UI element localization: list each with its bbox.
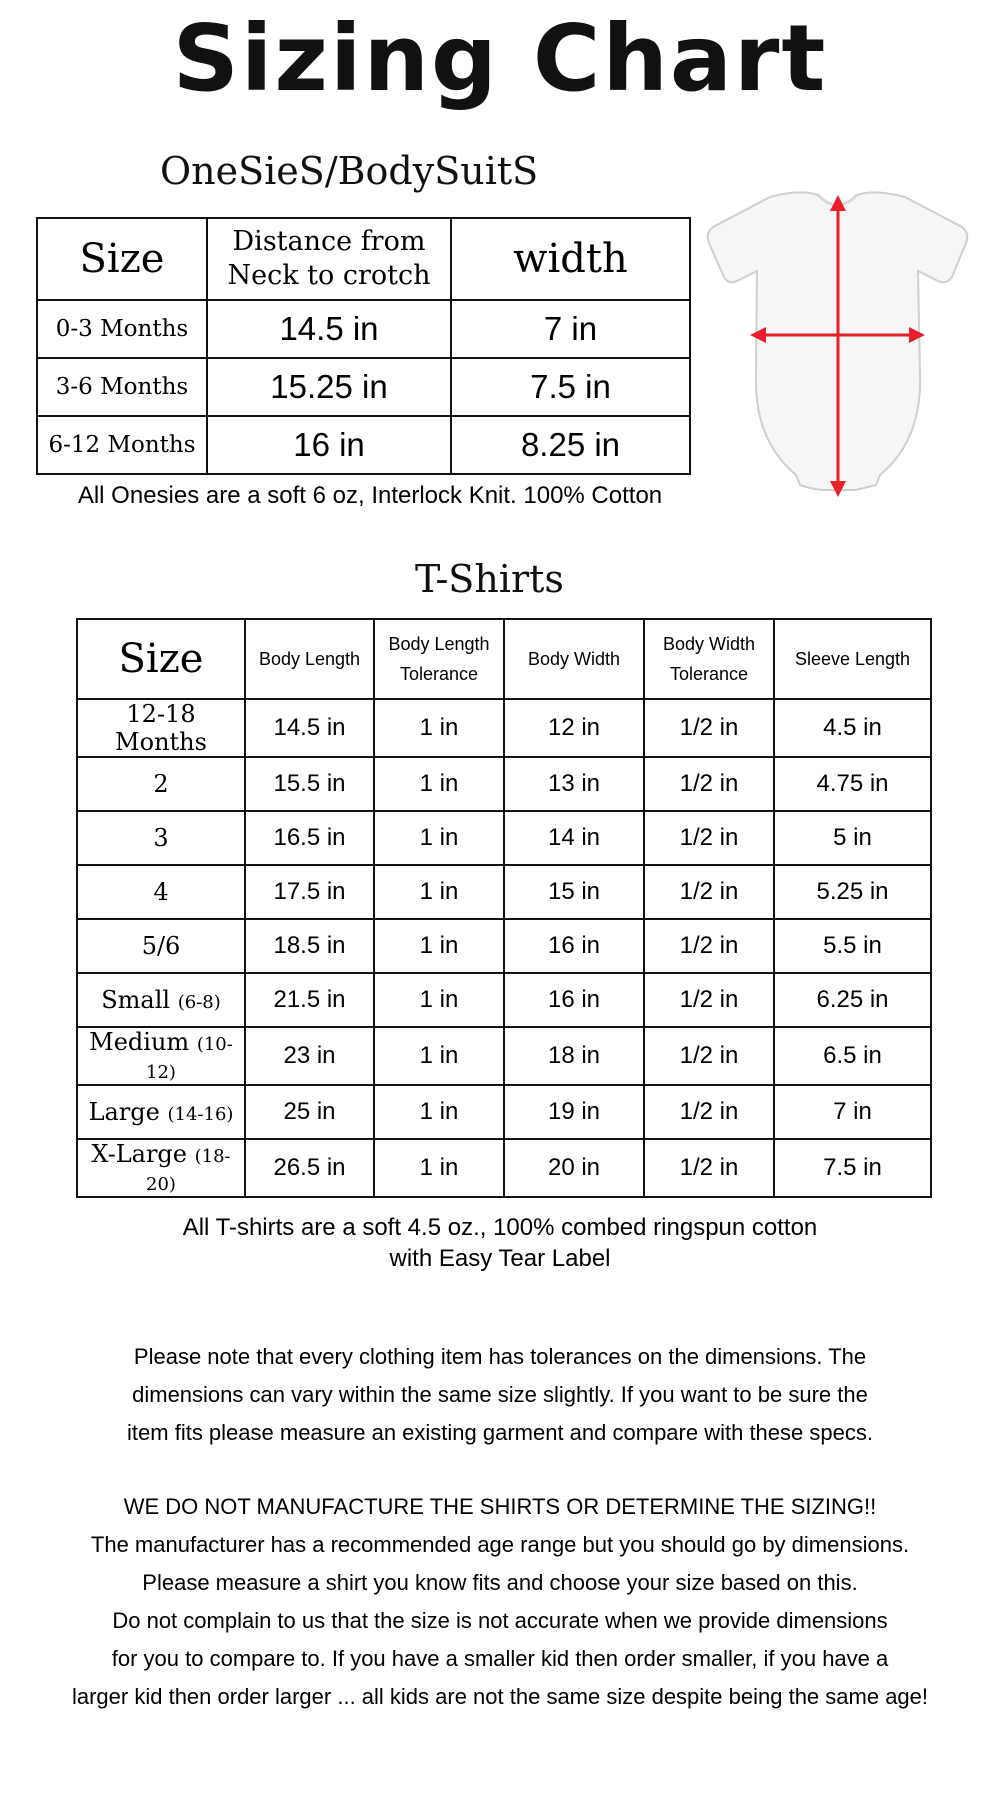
body-width-cell: 12 in <box>504 699 644 757</box>
size-cell <box>77 865 245 919</box>
table-row <box>77 1139 931 1197</box>
sleeve-length-cell: 5.25 in <box>774 865 931 919</box>
body-length-cell: 23 in <box>245 1027 374 1085</box>
body-length-cell: 14.5 in <box>245 699 374 757</box>
size-label: Small <box>101 986 171 1014</box>
onesies-fabric-note: All Onesies are a soft 6 oz, Interlock Knit. 100% Cotton <box>77 482 663 509</box>
size-cell <box>77 1085 245 1139</box>
width-cell: 7.5 in <box>451 358 690 416</box>
table-row <box>77 757 931 811</box>
table-row <box>37 416 690 474</box>
body-length-cell: 16.5 in <box>245 811 374 865</box>
tshirts-fabric-note <box>0 1212 1000 1274</box>
size-label: Large <box>88 1098 160 1126</box>
body-width-cell: 16 in <box>504 919 644 973</box>
body-length-cell: 21.5 in <box>245 973 374 1027</box>
size-label: 2 <box>153 770 169 798</box>
table-row <box>77 811 931 865</box>
warning-note-line: Do not complain to us that the size is not accurate when we provide dimensions <box>112 1608 888 1633</box>
body-length-tolerance-cell: 1 in <box>374 757 504 811</box>
sleeve-length-cell: 7 in <box>774 1085 931 1139</box>
length-cell: 15.25 in <box>207 358 451 416</box>
table-row <box>77 1027 931 1085</box>
size-cell: 3-6 Months <box>37 358 207 416</box>
body-length-cell: 25 in <box>245 1085 374 1139</box>
length-header-line-1: Distance from <box>232 226 426 257</box>
length-cell: 14.5 in <box>207 300 451 358</box>
table-row <box>37 358 690 416</box>
size-age-range: (10-12) <box>146 1034 233 1083</box>
body-width-cell: 16 in <box>504 973 644 1027</box>
size-label: Medium <box>89 1028 190 1056</box>
body-length-tolerance-cell: 1 in <box>374 699 504 757</box>
body-width-tolerance-cell: 1/2 in <box>644 919 774 973</box>
warning-note-line: WE DO NOT MANUFACTURE THE SHIRTS OR DETERMINE THE SIZING!! <box>123 1494 877 1519</box>
sleeve-length-column-header: Sleeve Length <box>774 619 931 699</box>
table-header-row <box>77 619 931 699</box>
body-width-column-header: Body Width <box>504 619 644 699</box>
size-age-range: (6-8) <box>177 992 221 1013</box>
body-width-tolerance-cell: 1/2 in <box>644 973 774 1027</box>
size-label: 3 <box>153 824 169 852</box>
table-row <box>77 699 931 757</box>
body-width-tolerance-cell: 1/2 in <box>644 699 774 757</box>
tolerance-note-line: Please note that every clothing item has tolerances on the dimensions. The <box>133 1344 867 1369</box>
size-label: 12-18 Months <box>115 700 207 756</box>
warning-note-line: Please measure a shirt you know fits and choose your size based on this. <box>142 1570 858 1595</box>
body-width-tolerance-cell: 1/2 in <box>644 1027 774 1085</box>
tshirts-table-body <box>77 699 931 1197</box>
size-label: X-Large <box>91 1140 187 1168</box>
body-width-cell: 19 in <box>504 1085 644 1139</box>
body-length-tolerance-cell: 1 in <box>374 865 504 919</box>
size-cell <box>77 973 245 1027</box>
header-line-1: Body Length <box>388 634 490 654</box>
sleeve-length-cell: 6.25 in <box>774 973 931 1027</box>
body-length-cell: 15.5 in <box>245 757 374 811</box>
header-line-2: Tolerance <box>669 664 749 684</box>
body-length-cell: 17.5 in <box>245 865 374 919</box>
length-cell: 16 in <box>207 416 451 474</box>
width-cell: 8.25 in <box>451 416 690 474</box>
onesies-heading: OneSieS/BodySuitS <box>160 149 539 193</box>
size-cell <box>77 919 245 973</box>
warning-note-line: larger kid then order larger ... all kids are not the same size despite being the same age! <box>71 1684 929 1709</box>
size-cell <box>77 1027 245 1085</box>
body-width-tolerance-column-header <box>644 619 774 699</box>
size-age-range: (18-20) <box>146 1146 231 1195</box>
warning-note-line: for you to compare to. If you have a smaller kid then order smaller, if you have a <box>111 1646 889 1671</box>
body-width-cell: 20 in <box>504 1139 644 1197</box>
tshirts-size-table <box>76 618 932 1198</box>
sleeve-length-cell: 5.5 in <box>774 919 931 973</box>
table-row <box>77 973 931 1027</box>
sleeve-length-cell: 7.5 in <box>774 1139 931 1197</box>
length-column-header <box>207 218 451 300</box>
tshirts-note-line-1: All T-shirts are a soft 4.5 oz., 100% combed ringspun cotton <box>182 1214 818 1241</box>
size-cell <box>77 1139 245 1197</box>
body-width-cell: 18 in <box>504 1027 644 1085</box>
body-length-cell: 26.5 in <box>245 1139 374 1197</box>
body-length-tolerance-cell: 1 in <box>374 973 504 1027</box>
body-length-tolerance-cell: 1 in <box>374 1027 504 1085</box>
size-cell <box>77 699 245 757</box>
table-header-row <box>37 218 690 300</box>
body-width-cell: 14 in <box>504 811 644 865</box>
tshirts-heading: T-Shirts <box>415 557 564 601</box>
size-column-header: Size <box>77 619 245 699</box>
sleeve-length-cell: 5 in <box>774 811 931 865</box>
body-length-tolerance-cell: 1 in <box>374 811 504 865</box>
sleeve-length-cell: 4.5 in <box>774 699 931 757</box>
header-line-1: Body Width <box>662 634 756 654</box>
table-row <box>37 300 690 358</box>
tolerance-note <box>0 1338 1000 1452</box>
body-width-cell: 13 in <box>504 757 644 811</box>
body-length-tolerance-column-header <box>374 619 504 699</box>
body-length-column-header: Body Length <box>245 619 374 699</box>
body-width-tolerance-cell: 1/2 in <box>644 1085 774 1139</box>
sizing-warning-note <box>0 1488 1000 1716</box>
body-length-tolerance-cell: 1 in <box>374 919 504 973</box>
width-column-header: width <box>451 218 690 300</box>
size-cell: 0-3 Months <box>37 300 207 358</box>
tolerance-note-line: dimensions can vary within the same size slightly. If you want to be sure the <box>132 1382 868 1407</box>
size-age-range: (14-16) <box>167 1104 234 1125</box>
page-title: Sizing Chart <box>172 5 828 112</box>
sleeve-length-cell: 6.5 in <box>774 1027 931 1085</box>
size-cell <box>77 757 245 811</box>
onesie-measurement-icon <box>700 185 975 505</box>
sleeve-length-cell: 4.75 in <box>774 757 931 811</box>
length-header-line-2: Neck to crotch <box>227 260 431 291</box>
width-cell: 7 in <box>451 300 690 358</box>
size-cell <box>77 811 245 865</box>
body-length-cell: 18.5 in <box>245 919 374 973</box>
body-length-tolerance-cell: 1 in <box>374 1085 504 1139</box>
size-cell: 6-12 Months <box>37 416 207 474</box>
body-length-tolerance-cell: 1 in <box>374 1139 504 1197</box>
body-width-cell: 15 in <box>504 865 644 919</box>
tshirts-note-line-2: with Easy Tear Label <box>389 1245 611 1272</box>
size-label: 5/6 <box>141 932 181 960</box>
warning-note-line: The manufacturer has a recommended age range but you should go by dimensions. <box>90 1532 910 1557</box>
body-width-tolerance-cell: 1/2 in <box>644 1139 774 1197</box>
tolerance-note-line: item fits please measure an existing garment and compare with these specs. <box>127 1420 873 1445</box>
header-line-2: Tolerance <box>399 664 479 684</box>
body-width-tolerance-cell: 1/2 in <box>644 811 774 865</box>
table-row <box>77 1085 931 1139</box>
table-row <box>77 865 931 919</box>
body-width-tolerance-cell: 1/2 in <box>644 757 774 811</box>
body-width-tolerance-cell: 1/2 in <box>644 865 774 919</box>
size-column-header: Size <box>37 218 207 300</box>
onesies-size-table <box>36 217 691 475</box>
size-label: 4 <box>153 878 169 906</box>
table-row <box>77 919 931 973</box>
